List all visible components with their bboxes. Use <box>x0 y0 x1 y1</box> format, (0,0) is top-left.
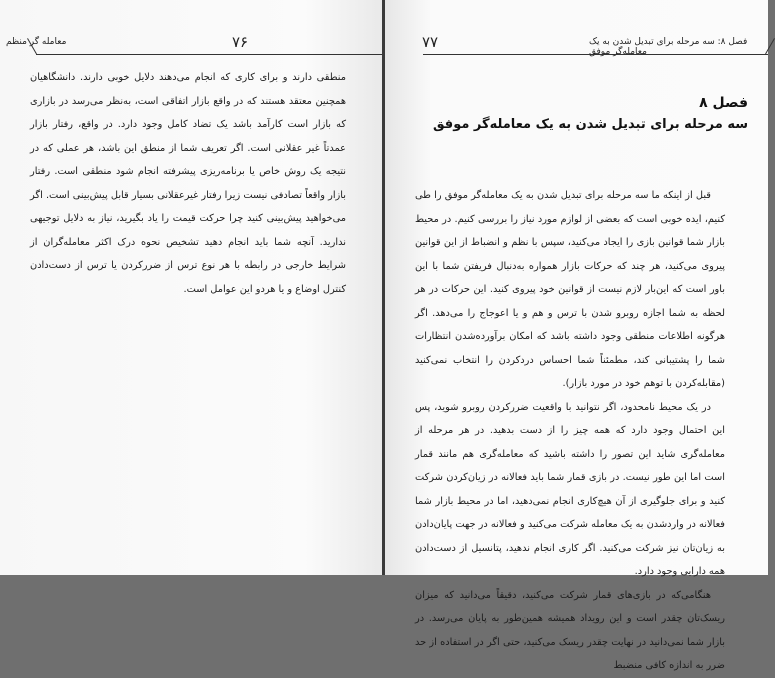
right-body-text <box>415 184 725 678</box>
right-running-head: فصل ۸: سه مرحله برای تبدیل شدن به یک معامله‌گر موفق <box>589 37 748 57</box>
right-header-rule <box>423 54 768 55</box>
right-paragraph-3: هنگامی‌که در بازی‌های قمار شرکت می‌کنید، دقیقاً می‌دانید که میزان ریسک‌تان چقدر است و این رویداد همیشه همین‌طور به پایان می‌رسد. در بازار شما نمی‌دانید در نهایت چقدر ریسک می‌کنید، حتی اگر در استفاده از حد ضرر به اندازه کافی منضبط <box>415 589 725 671</box>
left-page <box>0 0 382 575</box>
right-page-number: ۷۷ <box>422 33 439 51</box>
left-body-text <box>30 66 346 301</box>
left-paragraph: منطقی دارند و برای کاری که انجام می‌دهند دلایل خوبی دارند. دانشگاهیان همچنین معتقد هستند که در واقع بازار اتفاقی است، به‌نظر می‌رسد در بازاری که بازار است کارآمد باشد یک تضاد کامل وجود دارد. در واقع، رفتار بازار عمدتاً غیر عقلانی است. اگر تعریف شما از منطق این باشد، هر عملی که در نتیجه یک روش خاص یا برنامه‌ریزی پیشرفته انجام شود منطقی است. رفتار بازار واقعاً تصادفی نیست زیرا رفتار غیرعقلانی بسیار قابل پیش‌بینی است. اگر می‌خواهید پیش‌بینی کنید چرا حرکت قیمت را یاد بگیرید، نیاز به دلایل توجیهی ندارید. آنچه شما باید انجام دهید تشخیص نحوه درک اکثر معامله‌گران از شرایط خارجی در رابطه با هر نوع ترس از ضررکردن یا ترس از دست‌دادن کنترل اوضاع و یا هردو این عوامل است. <box>30 72 346 295</box>
chapter-title: سه مرحله برای تبدیل شدن به یک معامله‌گر موفق <box>432 117 748 132</box>
left-running-head: معامله گر منظم <box>6 37 67 47</box>
right-page <box>385 0 768 671</box>
right-paragraph-1: قبل از اینکه ما سه مرحله برای تبدیل شدن به یک معامله‌گر موفق را طی کنیم، ایده خوبی است که بعضی از لوازم مورد نیاز را بررسی کنیم. در محیط بازار شما قوانین بازی را ایجاد می‌کنید، سپس با نظم و انضباط از این قوانین پیروی می‌کنید، هر چند که حرکات بازار همواره به‌دنبال فریفتن شما با این باور است که این‌بار لازم نیست از قوانین خود پیروی کنید. این حرکات در هر لحظه به شما اجازه روبرو شدن با ترس و هم و یا اعوجاج را می‌دهد. اگر هرگونه اطلاعات منطقی وجود داشته باشد که امکان برآورده‌شدن انتظارات شما را پشتیبانی کند، مطمئناً شما احساس دردکردن را انتخاب نمی‌کنید (مقابله‌کردن با توهم خود در مورد بازار). <box>415 190 725 389</box>
chapter-heading <box>433 92 748 136</box>
left-header-rule <box>36 54 382 55</box>
left-page-number: ۷۶ <box>232 33 249 51</box>
right-page-header <box>385 33 768 57</box>
chapter-number: فصل ۸ <box>699 95 748 111</box>
left-page-header <box>0 33 382 53</box>
right-paragraph-2: در یک محیط نامحدود، اگر نتوانید با واقعیت ضررکردن روبرو شوید، پس این احتمال وجود دارد که همه چیز را از دست بدهید. در هر مرحله از معامله‌گری شاید این تصور را داشته باشید که معامله‌گری هم مانند قمار است اما این طور نیست. در بازی قمار شما باید فعالانه در زیان‌کردن شرکت کنید و برای جلوگیری از آن هیچ‌کاری انجام نمی‌دهید، اما در محیط بازار شما فعالانه در واردشدن به یک معامله شرکت می‌کنید و فعالانه در جهت پایان‌دادن به زیان‌تان نیز شرکت می‌کنید. اگر کاری انجام ندهید، پتانسیل از دست‌دادن همه دارایی وجود دارد. <box>415 401 725 577</box>
